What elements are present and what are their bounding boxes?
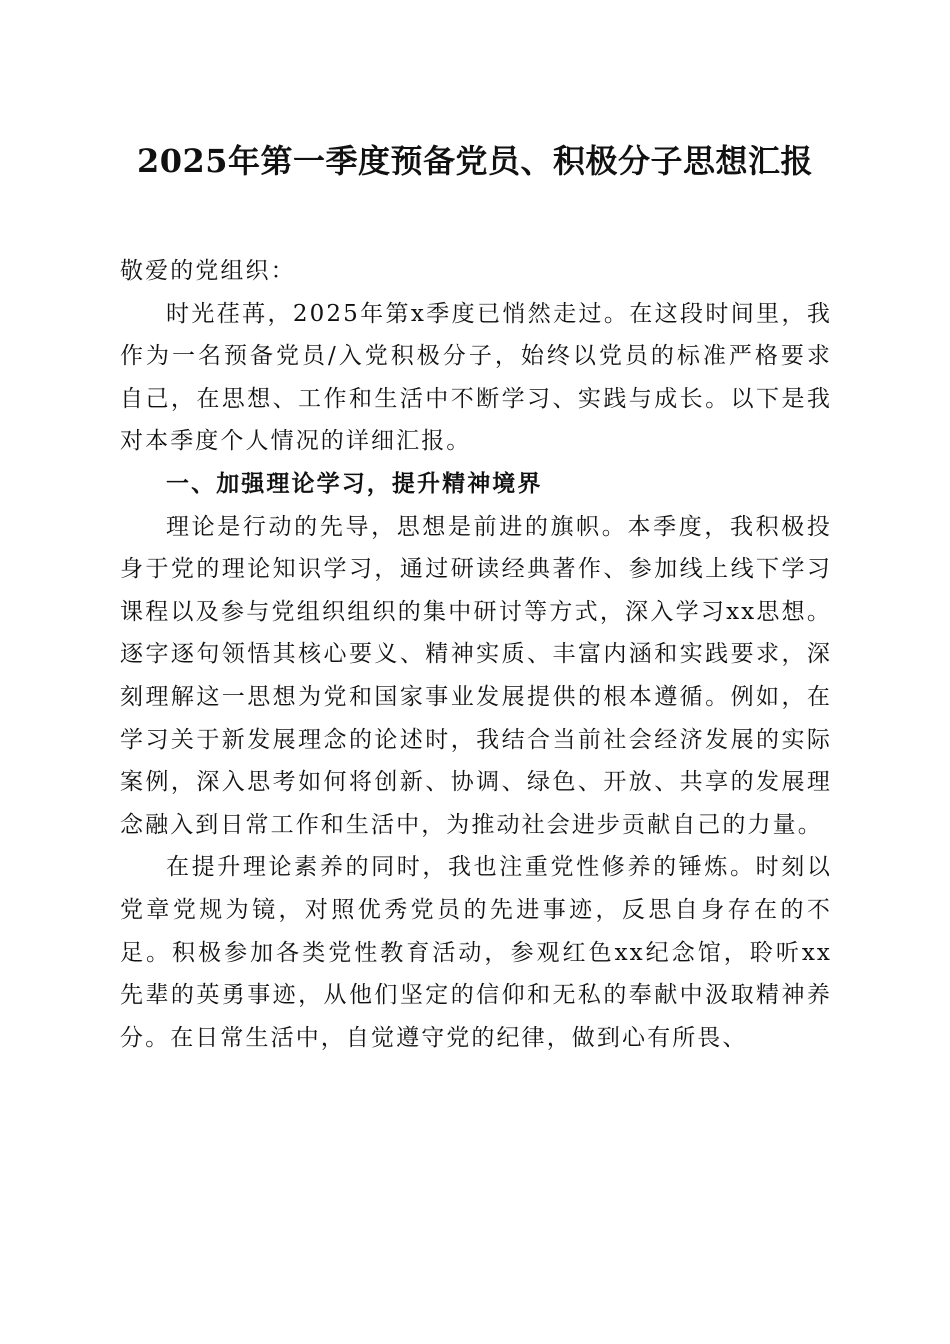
paragraph-party-spirit: 在提升理论素养的同时，我也注重党性修养的锤炼。时刻以党章党规为镜，对照优秀党员的先进事迹，反思自身存在的不足。积极参加各类党性教育活动，参观红色xx纪念馆，聆听xx先辈的英勇事迹，从他们坚定的信仰和无私的奉献中汲取精神养分。在日常生活中，自觉遵守党的纪律，做到心有所畏、 [120, 854, 832, 1051]
document-title: 2025年第一季度预备党员、积极分子思想汇报 [136, 142, 814, 180]
paragraph-intro: 时光荏苒，2025年第x季度已悄然走过。在这段时间里，我作为一名预备党员/入党积极分子，始终以党员的标准严格要求自己，在思想、工作和生活中不断学习、实践与成长。以下是我对本季度个人情况的详细汇报。 [120, 300, 832, 455]
salutation: 敬爱的党组织： [120, 258, 296, 284]
section-heading: 一、加强理论学习，提升精神境界 [166, 470, 543, 497]
paragraph-theory: 理论是行动的先导，思想是前进的旗帜。本季度，我积极投身于党的理论知识学习，通过研读经典著作、参加线上线下学习课程以及参与党组织组织的集中研讨等方式，深入学习xx思想。逐字逐句领悟其核心要义、精神实质、丰富内涵和实践要求，深刻理解这一思想为党和国家事业发展提供的根本遵循。例如，在学习关于新发展理念的论述时，我结合当前社会经济发展的实际案例，深入思考如何将创新、协调、绿色、开放、共享的发展理念融入到日常工作和生活中，为推动社会进步贡献自己的力量。 [120, 513, 832, 838]
document-body [120, 250, 832, 1059]
